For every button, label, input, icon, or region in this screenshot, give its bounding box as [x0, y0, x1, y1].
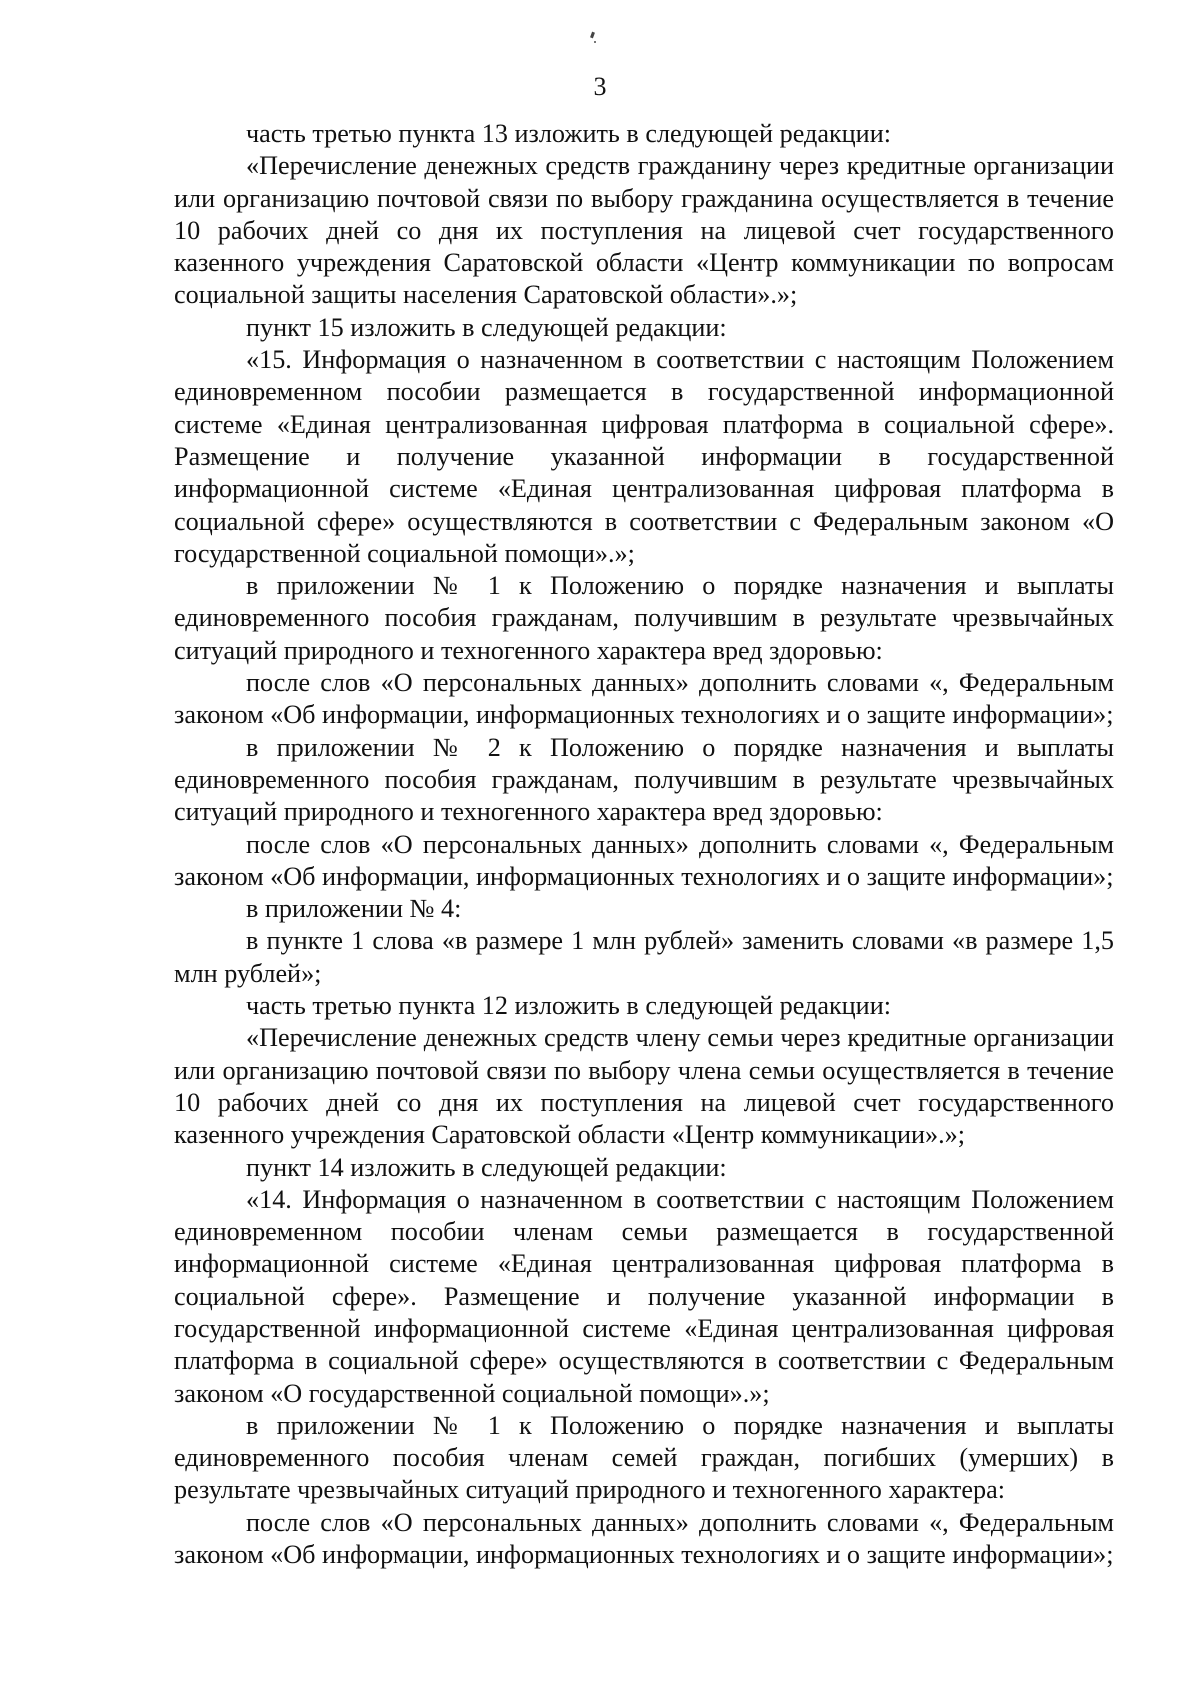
document-body	[174, 118, 1114, 1571]
paragraph: в приложении № 1 к Положению о порядке назначения и выплаты единовременного пособия членам семей граждан, погибших (умерших) в результате чрезвычайных ситуаций природного и техногенного характера:	[174, 1410, 1114, 1505]
paragraph: часть третью пункта 12 изложить в следующей редакции:	[246, 991, 891, 1021]
scan-speck	[594, 41, 596, 43]
paragraph: в пункте 1 слова «в размере 1 млн рублей» заменить словами «в размере 1,5 млн рублей»;	[174, 926, 1114, 988]
paragraph: «14. Информация о назначенном в соответствии с настоящим Положением единовременном пособии членам семьи размещается в государственной информационной системе «Единая централизованная цифровая платформа в социальной сфере». Размещение и получение указанной информации в государственной информационной системе «Единая централизованная цифровая платформа в социальной сфере» осуществляются в соответствии с Федеральным законом «О государственной социальной помощи».»;	[174, 1184, 1114, 1408]
paragraph: пункт 14 изложить в следующей редакции:	[246, 1152, 727, 1182]
paragraph: «Перечисление денежных средств члену семьи через кредитные организации или организацию почтовой связи по выбору члена семьи осуществляется в течение 10 рабочих дней со дня их поступления на лицевой счет государственного казенного учреждения Саратовской области «Центр коммуникации».»;	[174, 1023, 1114, 1150]
paragraph: в приложении № 1 к Положению о порядке назначения и выплаты единовременного пособия гражданам, получившим в результате чрезвычайных ситуаций природного и техногенного характера вред здоровью:	[174, 571, 1114, 665]
paragraph: пункт 15 изложить в следующей редакции:	[246, 312, 727, 342]
paragraph: после слов «О персональных данных» дополнить словами «, Федеральным законом «Об информации, информационных технологиях и о защите информации»;	[174, 829, 1114, 891]
paragraph: «Перечисление денежных средств гражданину через кредитные организации или организацию почтовой связи по выбору гражданина осуществляется в течение 10 рабочих дней со дня их поступления на лицевой счет государственного казенного учреждения Саратовской области «Центр коммуникации по вопросам социальной защиты населения Саратовской области».»;	[174, 151, 1114, 310]
paragraph: после слов «О персональных данных» дополнить словами «, Федеральным законом «Об информации, информационных технологиях и о защите информации»;	[174, 668, 1114, 730]
paragraph: в приложении № 4:	[246, 894, 462, 924]
page-number: 3	[593, 72, 607, 101]
paragraph: в приложении № 2 к Положению о порядке назначения и выплаты единовременного пособия гражданам, получившим в результате чрезвычайных ситуаций природного и техногенного характера вред здоровью:	[174, 732, 1114, 827]
paragraph: после слов «О персональных данных» дополнить словами «, Федеральным законом «Об информации, информационных технологиях и о защите информации»;	[174, 1507, 1114, 1570]
scan-speck	[590, 32, 595, 39]
paragraph: «15. Информация о назначенном в соответствии с настоящим Положением единовременном пособии размещается в государственной информационной системе «Единая централизованная цифровая платформа в социальной сфере». Размещение и получение указанной информации в государственной информационной системе «Единая централизованная цифровая платформа в социальной сфере» осуществляются в соответствии с Федеральным законом «О государственной социальной помощи».»;	[174, 345, 1114, 568]
paragraph: часть третью пункта 13 изложить в следующей редакции:	[246, 119, 891, 148]
